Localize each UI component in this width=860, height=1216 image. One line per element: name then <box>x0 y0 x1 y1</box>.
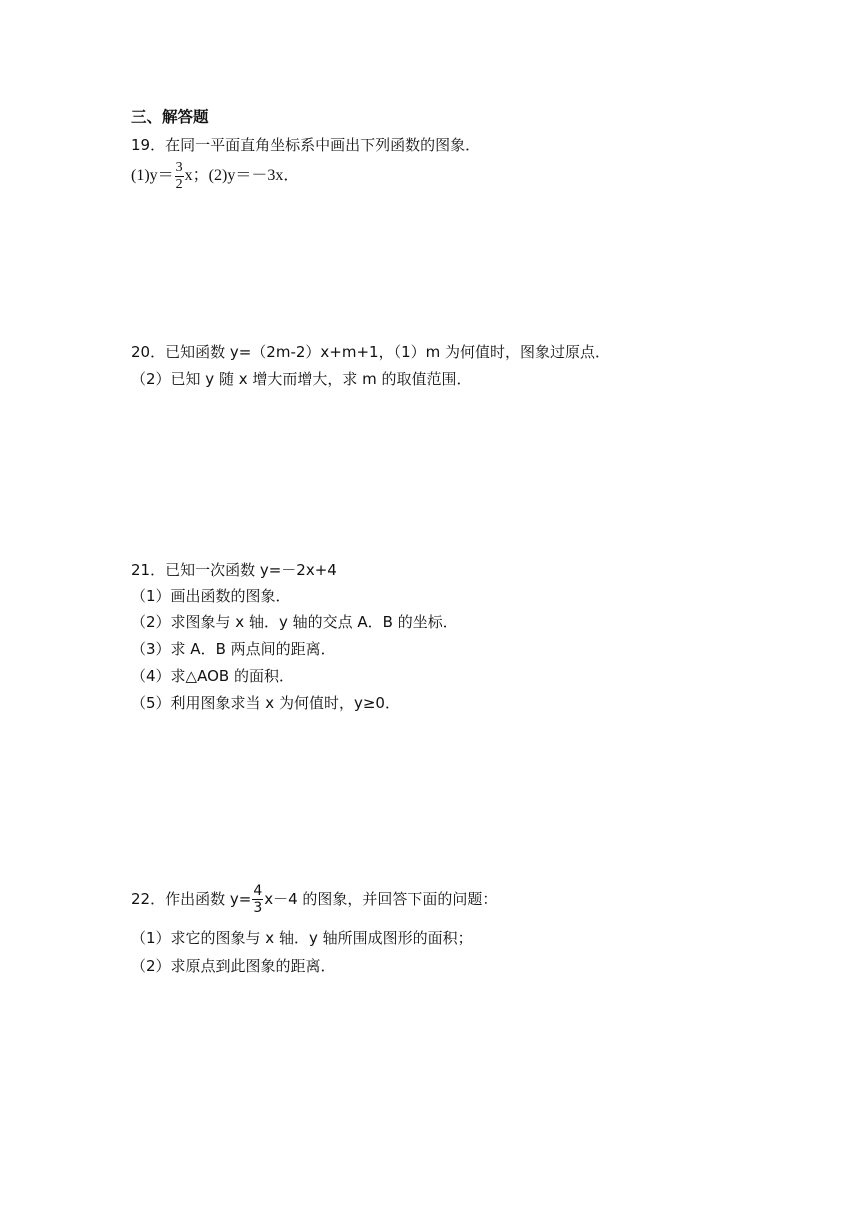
q22-fraction <box>252 884 263 915</box>
q21-part1: （1）画出函数的图象． <box>131 587 291 605</box>
q21-prompt: 21．已知一次函数 y=－2x+4 <box>131 561 337 579</box>
section-title: 三、解答题 <box>131 108 209 126</box>
q21-part5: （5）利用图象求当 x 为何值时，y≥0． <box>131 694 400 712</box>
q19-fraction-numerator: 3 <box>175 160 183 175</box>
q19-fraction <box>175 161 184 192</box>
q19-eq1-suffix: x；(2)y＝－3x． <box>184 167 300 185</box>
q22-part1: （1）求它的图象与 x 轴．y 轴所围成图形的面积； <box>131 929 473 947</box>
q22-prompt-prefix: 22．作出函数 y= <box>131 890 252 908</box>
q21-part2: （2）求图象与 x 轴．y 轴的交点 A．B 的坐标． <box>131 613 458 631</box>
q21-part3: （3）求 A．B 两点间的距离． <box>131 640 336 658</box>
q19-fraction-denominator: 2 <box>175 177 183 192</box>
q19-equations <box>131 161 299 192</box>
q22-prompt-suffix: x－4 的图象，并回答下面的问题： <box>264 890 498 908</box>
q19-eq1-prefix: (1)y＝ <box>131 167 174 185</box>
q20-prompt: 20．已知函数 y=（2m-2）x+m+1，（1）m 为何值时，图象过原点． <box>131 343 611 361</box>
q22-fraction-numerator: 4 <box>253 883 263 899</box>
q20-part2: （2）已知 y 随 x 增大而增大，求 m 的取值范围． <box>131 370 472 388</box>
q22-fraction-denominator: 3 <box>253 900 263 916</box>
q22-prompt <box>131 884 497 915</box>
q19-prompt: 19．在同一平面直角坐标系中画出下列函数的图象． <box>131 136 481 154</box>
q22-part2: （2）求原点到此图象的距离． <box>131 957 336 975</box>
q21-part4: （4）求△AOB 的面积． <box>131 667 294 685</box>
